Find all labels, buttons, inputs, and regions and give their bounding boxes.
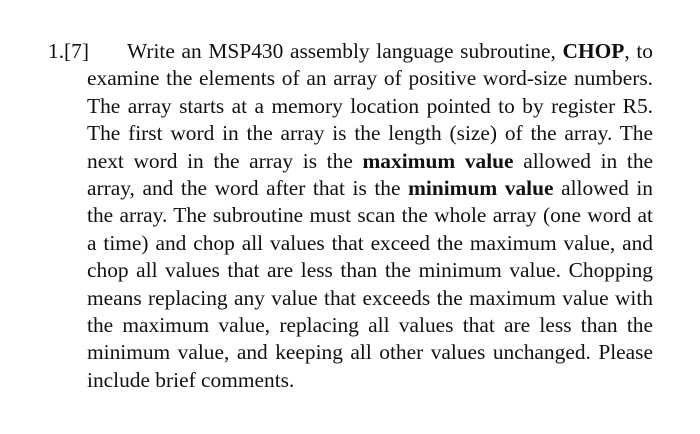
- subroutine-name: CHOP: [562, 39, 625, 63]
- question-text-segment: allowed in the array, and the word after that is the: [87, 148, 654, 201]
- maximum-value-term: maximum value: [362, 148, 514, 173]
- question-number: 1.[7]: [48, 39, 89, 63]
- question-text-segment: Write an MSP430 assembly language subroutine,: [127, 39, 563, 63]
- question-text: [87, 38, 653, 394]
- question-text-segment: allowed in the array. The subroutine must scan the whole array (one word at a time) and chop all values that exceed the maximum value, and chop all values that are less than the minimum value. Chopping means replacing any value that exceeds the maximum value with the maximum value, replacing all values that are less than the minimum value, and keeping all other values unchanged. Please include brief comments.: [87, 176, 654, 392]
- minimum-value-term: minimum value: [408, 176, 554, 201]
- question-text-segment: , to examine the elements of an array of positive word-size numbers. The array starts at a memory location pointed to by register R5. The first word in the array is the length (size) of the array. The next word in the array is the: [87, 39, 653, 173]
